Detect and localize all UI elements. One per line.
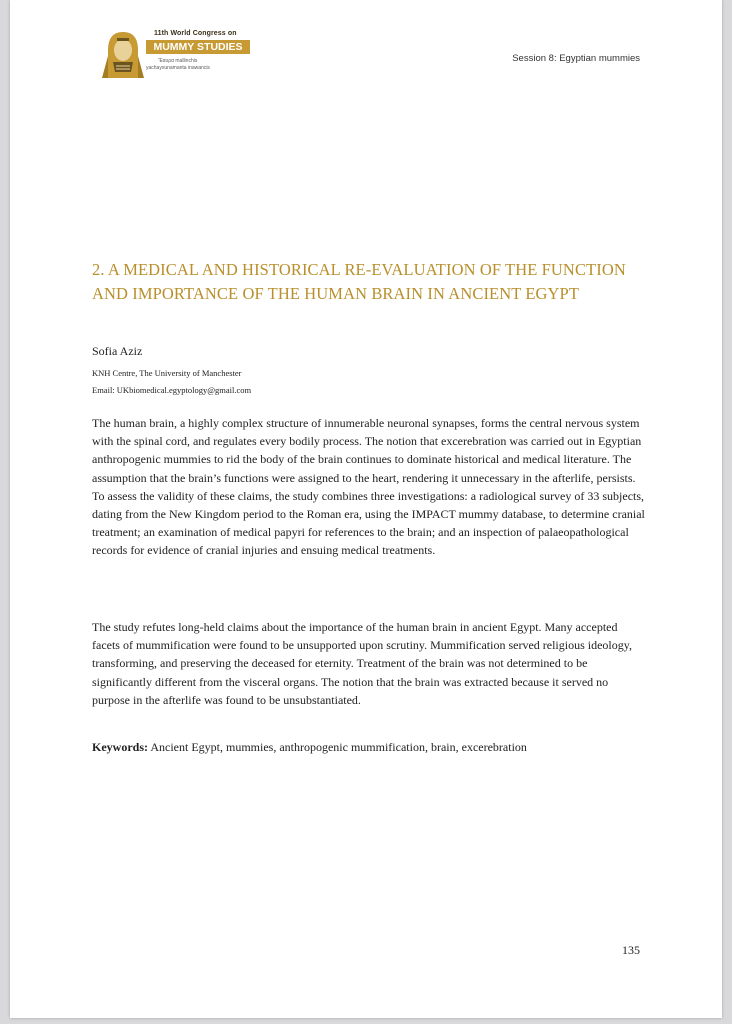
page-sheet [10,0,722,1018]
session-label: Session 8: Egyptian mummies [512,53,640,64]
article-title: 2. A MEDICAL AND HISTORICAL RE-EVALUATION OF THE FUNCTION AND IMPORTANCE OF THE HUMAN BRAIN IN ANCIENT EGYPT [92,260,626,303]
keywords-list: Ancient Egypt, mummies, anthropogenic mummification, brain, excerebration [150,740,527,754]
abstract-paragraph-1: The human brain, a highly complex structure of innumerable neuronal synapses, forms the central nervous system with the spinal cord, and regulates every bodily process. The notion that excerebration was carried out in Egyptian anthropogenic mummies to rid the body of the brain continues to dominate historical and medical literature. The assumption that the brain’s functions were assigned to the heart, rendering it unnecessary in the afterlife, persists. To assess the validity of these claims, the study combines three investigations: a radiological survey of 33 subjects, dating from the New Kingdom period to the Roman era, using the IMPACT mummy database, to determine cranial treatment; an examination of medical papyri for references to the brain; and an inspection of palaeopathological records for evidence of cranial injuries and ensuing medical treatments. [92,416,645,558]
logo-line-2: MUMMY STUDIES [146,40,250,54]
page-number: 135 [622,943,640,957]
mummy-mask-icon [98,28,148,80]
keywords [92,740,527,755]
author-email: Email: UKbiomedical.egyptology@gmail.com [92,385,252,395]
author-affiliation: KNH Centre, The University of Manchester [92,368,242,378]
congress-logo [98,28,268,84]
logo-line-1: 11th World Congress on [154,30,237,37]
abstract-paragraph-2: The study refutes long-held claims about the importance of the human brain in ancient Egypt. Many accepted facets of mummification were found to be unsupported upon scrutiny. Mummification served religious ideology, transforming, and preserving the deceased for eternity. Treatment of the brain was not determined to be significantly different from the visceral organs. The notion that the brain was extracted because it served no purpose in the afterlife was found to be unsubstantiated. [92,620,632,707]
logo-line-3: Ἔαυρα mallinchis [158,58,198,64]
logo-line-4: yachayxunamanta inawancis [146,65,210,71]
author-name: Sofia Aziz [92,344,143,358]
keywords-label: Keywords: [92,740,148,754]
